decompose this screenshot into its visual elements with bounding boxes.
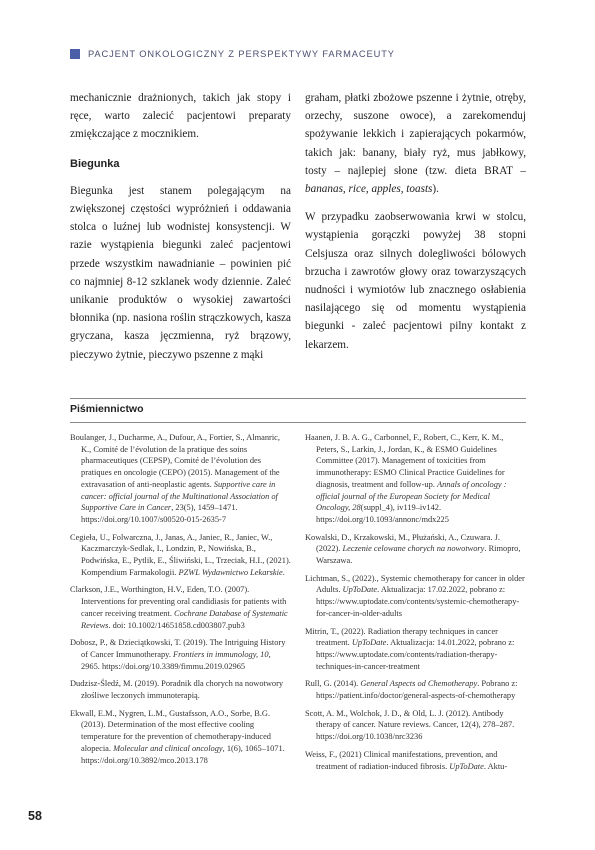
references-left-column (70, 432, 291, 772)
reference-item: Scott, A. M., Wolchok, J. D., & Old, L. J. (2012). Antibody therapy of cancer. Nature reviews. Cancer, 12(4), 278–287. https://doi.org/10.1038/nrc3236 (305, 708, 515, 742)
reference-item: Rull, G. (2014). General Aspects od Chemotherapy. Pobrano z: https://patient.info/doctor/general-aspects-of-chemotherapy (305, 679, 518, 701)
reference-item: Mitrin, T., (2022). Radiation therapy techniques in cancer treatment. UpToDate. Aktualizacja: 14.01.2022, pobrano z: https://www.uptodate.com/contents/radiation-therapy-techniques-in-cancer-treatment (305, 626, 515, 671)
reference-item: Dobosz, P., & Dzieciątkowski, T. (2019). The Intriguing History of Cancer Immunotherapy. Frontiers in immunology, 10, 2965. https://doi.org/10.3389/fimmu.2019.02965 (70, 638, 286, 671)
reference-item: Haanen, J. B. A. G., Carbonnel, F., Robert, C., Kerr, K. M., Peters, S., Larkin, J., Jordan, K., & ESMO Guidelines Committee (2017). Management of toxicities from immunotherapy: ESMO Clinical Practice Guidelines for diagnosis, treatment and follow-up. Annals of oncology : official journal of the European Society for Medical Oncology, 28(suppl_4), iv119–iv142. https://doi.org/10.1093/annonc/mdx225 (305, 433, 507, 524)
header-square-icon (70, 49, 80, 59)
references-top-divider (70, 398, 526, 399)
reference-item: Ekwall, E.M., Nygren, L.M., Gustafsson, A.O., Sorbe, B.G. (2013). Determination of the most effective cooling temperature for the prevention of chemotherapy-induced alopecia. Molecular and clinical oncology, 1(6), 1065–1071. https://doi.org/10.3892/mco.2013.178 (70, 708, 285, 765)
reference-item: Clarkson, J.E., Worthington, H.V., Eden, T.O. (2007). Interventions for preventing oral candidiasis for patients with cancer receiving treatment. Cochrane Database of Systematic Reviews. doi: 10.1002/14651858.cd003807.pub3 (70, 585, 288, 630)
references-bottom-divider (70, 422, 526, 423)
doctor-contact-paragraph: W przypadku zaobserwowania krwi w stolcu, wystąpienia gorączki powyżej 38 stopni Celsjusza oraz silnych dolegliwości bólowych brzucha i zawrotów głowy oraz towarzyszących nudności i wymiotów lub znacznego osłabienia nasilającego się od momentu wystąpienia biegunki - zaleć pacjentowi pilny kontakt z lekarzem. (305, 211, 526, 351)
brat-diet-paragraph: graham, płatki zbożowe pszenne i żytnie, otręby, orzechy, suszone owoce), a zarekomenduj spożywanie lekkich i zapierających pokarmów, takich jak: banany, biały ryż, mus jabłkowy, tosty – najlepiej słone (tzw. dieta BRAT – bananas, rice, apples, toasts). (305, 92, 526, 196)
running-title: PACJENT ONKOLOGICZNY Z PERSPEKTYWY FARMACEUTY (88, 49, 395, 59)
references-heading: Piśmiennictwo (70, 403, 144, 415)
right-text-column (305, 89, 526, 354)
reference-item: Cegieła, U., Folwarczna, J., Janas, A., Janiec, R., Janiec, W., Kaczmarczyk-Sedlak, I., Londzin, P., Nowińska, B., Podwińska, E., Pytlik, E., Śliwiński, L., Trzeciak, H.I., (2021). Kompendium Farmakologii. PZWL Wydawnictwo Lekarskie. (70, 532, 291, 577)
running-header (70, 47, 395, 61)
reference-item: Kowalski, D., Krzakowski, M., Płużański, A., Czuwara. J. (2022). Leczenie celowane chorych na nowotwory. Rimopro, Warszawa. (305, 532, 521, 566)
page-number: 58 (28, 809, 42, 823)
reference-item: Dudzisz-Śledź, M. (2019). Poradnik dla chorych na nowotwory złośliwe leczonych immunoterapią. (70, 679, 284, 701)
reference-item: Lichtman, S., (2022)., Systemic chemotherapy for cancer in older Adults. UpToDate. Aktualizacja: 17.02.2022, pobrano z: https://www.uptodate.com/contents/systemic-chemotherapy-for-cancer-in-older-adults (305, 573, 525, 618)
section-heading-biegunka: Biegunka (70, 157, 120, 170)
left-intro-paragraph: mechanicznie drażnionych, takich jak stopy i ręce, warto zalecić pacjentowi preparaty zmiękczające z mocznikiem. (70, 92, 291, 141)
reference-item: Boulanger, J., Ducharme, A., Dufour, A., Fortier, S., Almanric, K., Comité de l’évolution de la pratique des soins pharmaceutiques (CEPSP), Comité de l’évolution des pratiques en oncologie (CEPO) (2015). Management of the extravasation of anti-neoplastic agents. Supportive care in cancer: official journal of the Multinational Association of Supportive Care in Cancer, 23(5), 1459–1471. https://doi.org/10.1007/s00520-015-2635-7 (70, 433, 280, 524)
reference-item: Weiss, F., (2021) Clinical manifestations, prevention, and treatment of radiation-induced fibrosis. UpToDate. Aktu- (305, 749, 508, 771)
references-right-column (305, 432, 526, 778)
left-text-column (70, 89, 291, 364)
diarrhea-paragraph: Biegunka jest stanem polegającym na zwiększonej częstości wypróżnień i oddawania stolca o luźnej lub wodnistej konsystencji. W razie wystąpienia biegunki zaleć pacjentowi przede wszystkim nawadnianie – powinien pić co najmniej 8-12 szklanek wody dziennie. Zaleć unikanie produktów o wysokiej zawartości błonnika (np. nasiona roślin strączkowych, kasza gryczana, kasza jęczmienna, ryż brązowy, pieczywo żytnie, pieczywo pszenne z mąki (70, 184, 291, 361)
